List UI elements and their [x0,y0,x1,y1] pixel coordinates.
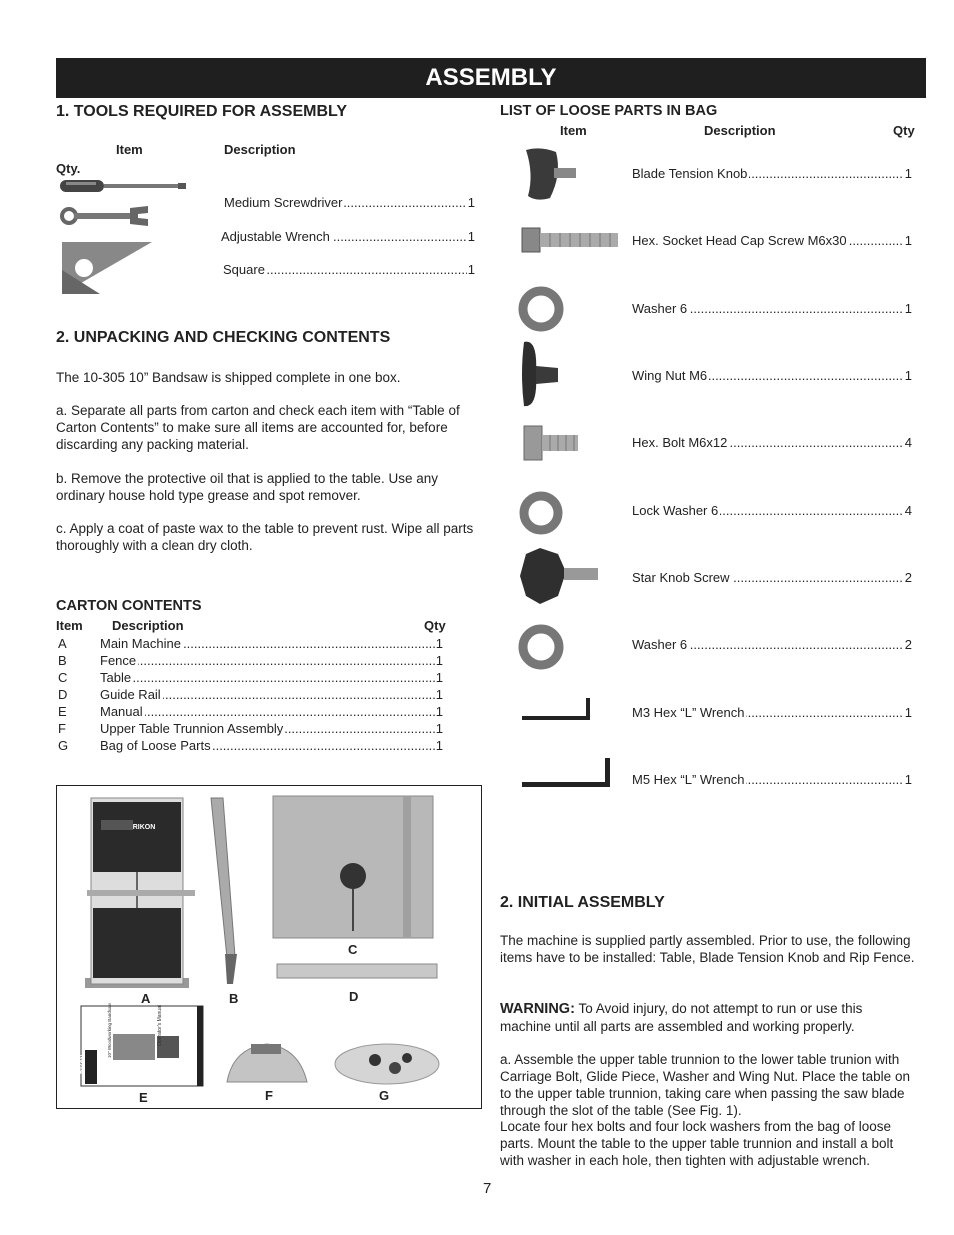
loose-part-qty: 4 [904,435,912,450]
manual-brand-logo: RIKON [81,1054,87,1074]
initial-step-b: Locate four hex bolts and four lock washers from the bag of loose parts. Mount the table to the upper table trunnion and install a bolt with washer in each hole, then tighten with adjustable wrench. [500,1119,894,1168]
hex-bolt-icon [522,424,580,462]
carton-item-letter: B [58,653,67,668]
initial-step-a: a. Assemble the upper table trunnion to the lower table trunion with Carriage Bolt, Glide Piece, Washer and Wing Nut. Place the table on to the upper table trunnion, taking care when passing the saw blade through the slot of the table (See Fig. 1). [500,1052,910,1118]
carton-item-qty: 1 [435,721,443,736]
washer-icon [518,624,564,670]
loose-part-qty: 2 [904,637,912,652]
carton-item-qty: 1 [435,738,443,753]
carton-item-label: Main Machine [100,636,181,651]
loose-part-row [632,301,912,318]
carton-item-letter: E [58,704,67,719]
loose-part-label: Washer 6 [632,637,688,652]
page-number: 7 [483,1180,492,1197]
loose-part-row [632,503,912,520]
loose-part-qty: 1 [904,772,912,787]
loose-part-label: M5 Hex “L” Wrench [632,772,745,787]
loose-part-qty: 2 [904,570,912,585]
tools-heading: 1. TOOLS REQUIRED FOR ASSEMBLY [56,103,348,120]
loose-part-qty: 1 [904,301,912,316]
loose-part-row [632,166,912,183]
loose-part-label: Lock Washer 6 [632,503,719,518]
cap-screw-icon [520,226,620,254]
carton-row [56,687,443,704]
carton-row [56,704,443,721]
star-knob-icon [518,546,602,606]
carton-heading: CARTON CONTENTS [56,598,202,614]
wrench-icon [60,204,152,226]
hex-l-wrench-icon [520,696,592,724]
lock-washer-icon [518,490,564,536]
loose-part-qty: 1 [904,368,912,383]
figure-label-c: C [348,942,358,957]
manual-subtitle: 10" Woodworking Bandsaw [107,1003,112,1058]
tools-row-qty: 1 [467,229,475,244]
tools-row-qty: 1 [467,195,475,210]
figure-label-d: D [349,989,359,1004]
carton-item-letter: G [58,738,69,753]
warning-paragraph [500,1000,916,1035]
loose-part-row [632,637,912,654]
tools-col-item: Item [116,142,143,157]
unpacking-intro: The 10-305 10” Bandsaw is shipped complete in one box. [56,370,401,385]
tools-row-label: Square [223,262,265,277]
carton-col-qty: Qty [424,618,446,633]
carton-item-label: Bag of Loose Parts [100,738,211,753]
carton-item-label: Table [100,670,132,685]
loose-part-label: Wing Nut M6 [632,368,708,383]
unpacking-step-b: b. Remove the protective oil that is applied to the table. Use any ordinary house hold type grease and spot remover. [56,471,438,503]
carton-row [56,738,443,755]
carton-row [56,670,443,687]
figure-label-b: B [229,991,239,1006]
square-tool-icon [60,240,154,296]
loose-part-row [632,772,912,789]
loose-part-label: Hex. Socket Head Cap Screw M6x30 [632,233,847,248]
loose-part-label: Blade Tension Knob [632,166,748,181]
initial-assembly-heading: 2. INITIAL ASSEMBLY [500,894,665,911]
loose-part-row [632,435,912,452]
figure-label-e: E [139,1090,148,1105]
carton-item-label: Upper Table Trunnion Assembly [100,721,284,736]
carton-item-letter: A [58,636,67,651]
manual-title: Operator's Manual [157,1005,163,1046]
loose-part-row [632,570,912,587]
carton-row [56,721,443,738]
initial-intro: The machine is supplied partly assembled. Prior to use, the following items have to be installed: Table, Blade Tension Knob and Rip Fence. [500,933,915,965]
carton-item-letter: C [58,670,68,685]
carton-item-letter: D [58,687,68,702]
loose-part-label: Star Knob Screw [632,570,730,585]
loose-part-label: Washer 6 [632,301,688,316]
carton-row [56,653,443,670]
figure-illustration [57,786,481,1108]
screwdriver-icon [58,176,188,196]
carton-item-qty: 1 [435,704,443,719]
tools-row-2 [223,262,475,279]
wing-nut-icon [518,338,564,410]
loose-part-row [632,233,912,250]
tools-row-qty: 1 [467,262,475,277]
warning-text: To Avoid injury, do not attempt to run or use this machine until all parts are assembled and working properly. [500,1001,863,1034]
loose-part-qty: 4 [904,503,912,518]
washer-icon [518,286,564,332]
loose-part-label: Hex. Bolt M6x12 [632,435,728,450]
loose-part-qty: 1 [904,705,912,720]
unpacking-step-c: c. Apply a coat of paste wax to the table to prevent rust. Wipe all parts thoroughly with a clean dry cloth. [56,521,474,553]
carton-item-label: Manual [100,704,143,719]
carton-col-item: Item [56,618,83,633]
figure-label-a: A [141,991,151,1006]
loose-part-label: M3 Hex “L” Wrench [632,705,745,720]
carton-row [56,636,443,653]
carton-item-label: Fence [100,653,137,668]
carton-item-qty: 1 [435,687,443,702]
loose-col-item: Item [560,123,587,138]
tools-row-0 [224,195,475,212]
unpacking-heading: 2. UNPACKING AND CHECKING CONTENTS [56,329,391,346]
saw-brand-logo: RIKON [132,824,156,831]
loose-part-row [632,368,912,385]
tension-knob-icon [520,146,580,204]
warning-label: WARNING: [500,1001,575,1017]
figure-label-f: F [265,1088,273,1103]
carton-item-letter: F [58,721,66,736]
carton-contents-figure [56,785,482,1109]
figure-label-g: G [379,1088,390,1103]
tools-row-label: Adjustable Wrench [221,229,330,244]
tools-col-qty: Qty. [56,161,81,176]
loose-parts-heading: LIST OF LOOSE PARTS IN BAG [500,103,718,119]
carton-item-qty: 1 [435,653,443,668]
loose-col-qty: Qty [893,123,915,138]
carton-col-desc: Description [112,618,184,633]
carton-item-qty: 1 [435,636,443,651]
tools-col-desc: Description [224,142,296,157]
tools-row-label: Medium Screwdriver [224,195,343,210]
tools-row-1 [221,229,475,246]
section-banner: ASSEMBLY [56,58,926,98]
hex-l-wrench-icon [520,756,612,790]
loose-part-qty: 1 [904,233,912,248]
unpacking-step-a: a. Separate all parts from carton and check each item with “Table of Carton Contents” to make sure all items are accounted for, before discarding any packing material. [56,403,460,452]
carton-item-qty: 1 [435,670,443,685]
loose-col-desc: Description [704,123,776,138]
carton-item-label: Guide Rail [100,687,161,702]
loose-part-qty: 1 [904,166,912,181]
loose-part-row [632,705,912,722]
